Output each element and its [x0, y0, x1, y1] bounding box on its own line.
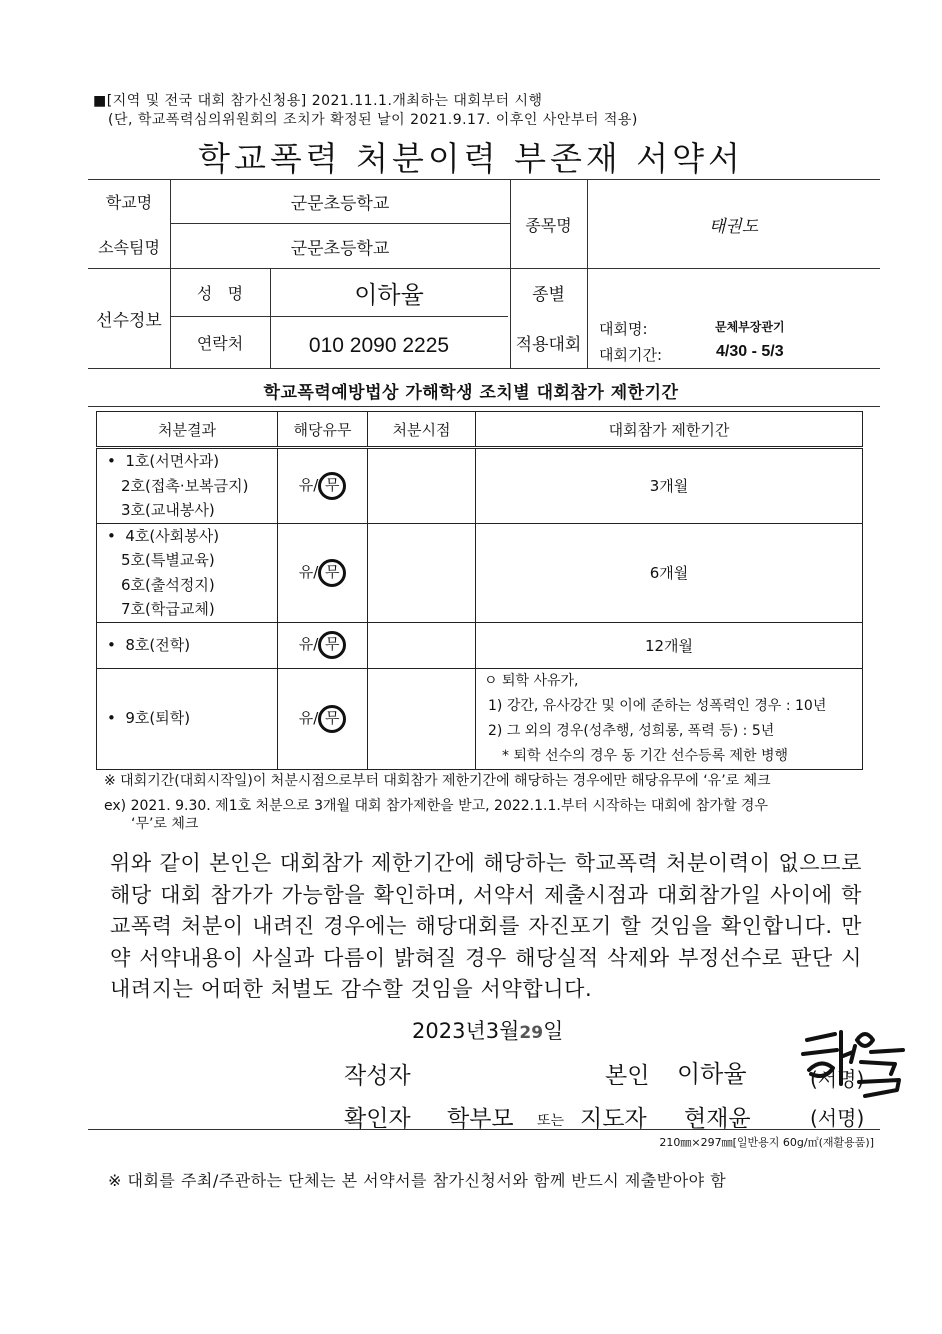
self-label: 본인 [605, 1063, 650, 1089]
event-period-label: 대회기간: [599, 346, 663, 364]
selected-no-circle: 무 [318, 472, 346, 500]
document-title: 학교폭력 처분이력 부존재 서약서 [198, 139, 744, 178]
row-1-time [368, 448, 476, 524]
sign-date: 2023년3월29일 [412, 1019, 564, 1043]
school-label: 학교명 [105, 193, 153, 212]
final-note: ※ 대회를 주최/주관하는 단체는 본 서약서를 참가신청서와 함께 반드시 제출받아야 함 [108, 1171, 727, 1190]
name-label: 성 명 [196, 284, 244, 303]
sport-label: 종목명 [525, 215, 572, 235]
player-info-label: 선수정보 [96, 311, 162, 331]
table-row [97, 668, 863, 769]
row-2-applicable[interactable]: 유/ 무 [278, 523, 368, 622]
footer-divider [88, 1129, 880, 1130]
school-value: 군문초등학교 [290, 194, 390, 214]
event-name-label: 대회명: [599, 320, 648, 338]
row-4-applicable[interactable]: 유/ 무 [278, 668, 368, 769]
writer-label: 작성자 [344, 1063, 411, 1089]
player-name: 이하율 [354, 281, 424, 309]
handwritten-signature [795, 1022, 910, 1102]
notice-line-1: ■[지역 및 전국 대회 참가신청용] 2021.11.1.개최하는 대회부터 시행 [93, 93, 543, 109]
event-name-value: 문체부장관기 [715, 320, 785, 334]
notice-line-2: (단, 학교폭력심의위원회의 조치가 확정된 날이 2021.9.17. 이후인 사안부터 적용) [108, 112, 638, 128]
row-3-period: 12개월 [476, 622, 863, 668]
gender-label: 종별 [532, 285, 565, 305]
row-2-items: • 4호(사회봉사) 5호(특별교육) 6호(출석정지) 7호(학급교체) [97, 523, 278, 622]
row-4-period: ㅇ 퇴학 사유가, 1) 강간, 유사강간 및 이에 준하는 성폭력인 경우 : 10년 2) 그 외의 경우(성추행, 성희롱, 폭력 등) : 5년 * 퇴학 선수의 경우 동 기간 선수등록 제한 병행 [476, 668, 863, 769]
row-1-items: • 1호(서면사과) 2호(접촉·보복금지) 3호(교내봉사) [97, 448, 278, 524]
header-result: 처분결과 [97, 412, 278, 448]
table-row [97, 523, 863, 622]
team-label: 소속팀명 [98, 237, 160, 257]
restriction-table [96, 411, 863, 770]
row-3-time [368, 622, 476, 668]
date-day: 29 [519, 1023, 544, 1043]
sport-value: 태권도 [708, 216, 759, 237]
row-4-items: • 9호(퇴학) [97, 668, 278, 769]
row-1-period: 3개월 [476, 448, 863, 524]
coach-name: 현재윤 [684, 1106, 751, 1132]
note-1: ※ 대회기간(대회시작일)이 처분시점으로부터 대회참가 제한기간에 해당하는 경우에만 해당유무에 ‘유’로 체크 [104, 773, 771, 789]
selected-no-circle: 무 [318, 631, 346, 659]
self-name: 이하율 [677, 1060, 747, 1088]
header-applicable: 해당유무 [278, 412, 368, 448]
header-period: 대회참가 제한기간 [476, 412, 863, 448]
paper-size-note: 210㎜×297㎜[일반용지 60g/㎡(재활용품)] [659, 1136, 874, 1149]
or-label: 또는 [537, 1113, 565, 1129]
event-label: 적용대회 [515, 335, 582, 355]
contact-value: 010 2090 2225 [308, 333, 450, 357]
table-row [97, 622, 863, 668]
sign-label-2: (서명) [810, 1106, 865, 1130]
selected-no-circle: 무 [318, 559, 346, 587]
confirmer-label: 확인자 [344, 1106, 411, 1132]
header-time: 처분시점 [368, 412, 476, 448]
row-3-applicable[interactable]: 유/ 무 [278, 622, 368, 668]
note-2a: ex) 2021. 9.30. 제1호 처분으로 3개월 대회 참가제한을 받고, 2022.1.1.부터 시작하는 대회에 참가할 경우 [104, 798, 768, 814]
coach-label: 지도자 [580, 1106, 647, 1132]
contact-label: 연락처 [196, 334, 244, 353]
selected-no-circle: 무 [318, 705, 346, 733]
team-value: 군문초등학교 [290, 238, 390, 259]
sign-label-1: (서명) [810, 1067, 865, 1091]
row-4-time [368, 668, 476, 769]
row-1-applicable[interactable]: 유/ 무 [278, 448, 368, 524]
date-month: 3월 [485, 1019, 520, 1043]
note-2b: ‘무’로 체크 [131, 816, 199, 832]
row-3-items: • 8호(전학) [97, 622, 278, 668]
table-header-row [97, 412, 863, 448]
parent-label: 학부모 [447, 1106, 514, 1132]
table-row [97, 448, 863, 524]
restriction-title: 학교폭력예방법상 가해학생 조치별 대회참가 제한기간 [263, 383, 679, 403]
row-2-time [368, 523, 476, 622]
event-period-value: 4/30 - 5/3 [716, 343, 784, 360]
row-2-period: 6개월 [476, 523, 863, 622]
gender-value [587, 269, 880, 316]
pledge-text: 위와 같이 본인은 대회참가 제한기간에 해당하는 학교폭력 처분이력이 없으므로 해당 대회 참가가 가능함을 확인하며, 서약서 제출시점과 대회참가일 사이에 학교폭력 처분이 내려진 경우에는 해당대회를 자진포기 할 것임을 확인합니다. 만약 서약내용이 사실과 다름이 밝혀질 경우 해당실적 삭제와 부정선수로 판단 시 내려지는 어떠한 처벌도 감수할 것임을 서약합니다. [110, 851, 862, 1002]
